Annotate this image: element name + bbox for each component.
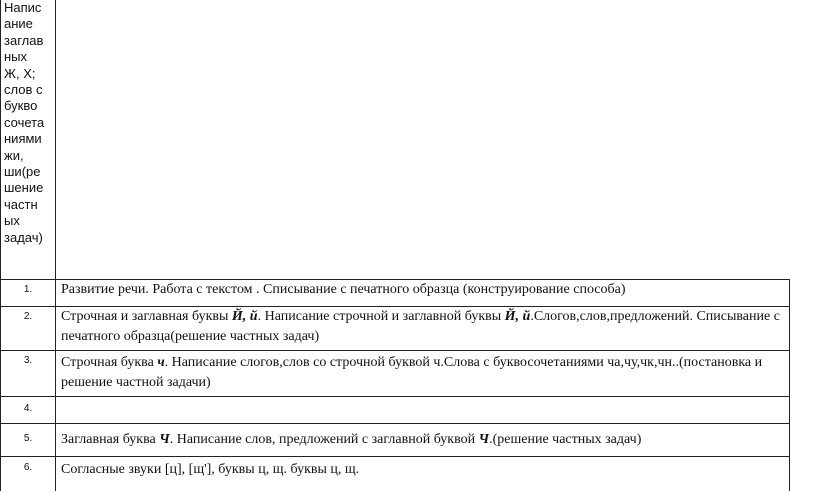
row-number: 5.: [23, 433, 33, 444]
row-number: 3.: [23, 355, 33, 366]
text-segment: .(решение частных задач): [489, 432, 642, 447]
row-number: 4.: [23, 403, 33, 414]
row-number: 2.: [23, 311, 33, 322]
emphasized-letter: Й, й: [231, 309, 258, 324]
row-divider: [0, 423, 790, 424]
text-segment: Строчная и заглавная буквы: [61, 309, 232, 324]
emphasized-letter: ч: [157, 355, 165, 370]
text-segment: Согласные звуки [ц], [щ'], буквы ц, щ. буквы ц, щ.: [61, 462, 360, 477]
table-left-border: [0, 0, 1, 491]
table-right-border: [789, 279, 790, 491]
row-divider: [0, 456, 790, 457]
row-text: [61, 460, 781, 480]
text-segment: . Написание слов, предложений с заглавной буквой: [169, 432, 479, 447]
topic-cell-text: Напис ание заглав ных Ж, Х; слов с букво сочета ниями жи, ши(ре шение частн ых задач): [4, 0, 45, 245]
row-text: [61, 430, 781, 450]
emphasized-letter: Ч: [478, 432, 490, 447]
text-segment: Развитие речи. Работа с текстом . Списывание с печатного образца (конструирование способа): [61, 282, 626, 297]
row-number: 6.: [23, 462, 33, 473]
text-segment: Строчная буква: [61, 355, 158, 370]
row-text: [61, 353, 781, 393]
row-divider: [0, 350, 790, 351]
emphasized-letter: Ч: [159, 432, 170, 447]
text-segment: Заглавная буква: [61, 432, 160, 447]
row-text: [61, 307, 781, 347]
row-number: 1.: [23, 284, 33, 295]
text-segment: .Слогов,слов,предложений. Списывание с печатного образца(решение частных задач): [61, 309, 780, 344]
row-text: [61, 280, 781, 300]
text-segment: . Написание слогов,слов со строчной буквой ч.Слова с буквосочетаниями ча,чу,чк,чн..(постановка и решение частной задачи): [61, 355, 763, 390]
number-column-divider: [55, 0, 56, 491]
text-segment: . Написание строчной и заглавной буквы: [257, 309, 505, 324]
emphasized-letter: Й, й: [504, 309, 531, 324]
row-divider: [0, 396, 790, 397]
